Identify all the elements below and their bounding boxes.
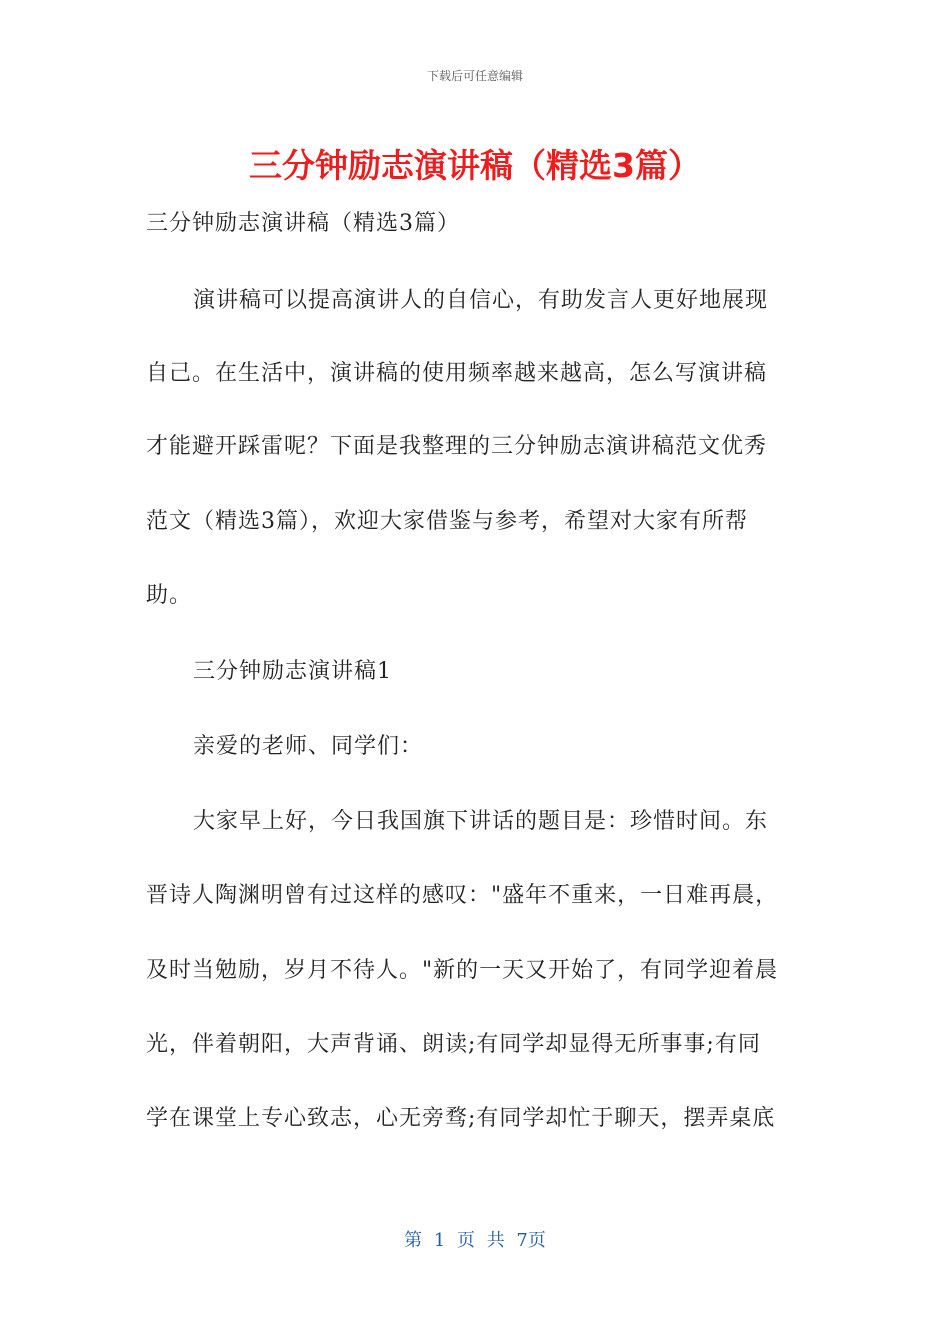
paragraph-line: 大家早上好，今日我国旗下讲话的题目是：珍惜时间。东 <box>193 809 769 834</box>
section-heading: 三分钟励志演讲稿1 <box>193 659 392 684</box>
salutation-line: 亲爱的老师、同学们： <box>193 734 424 759</box>
paragraph-line: 及时当勉励，岁月不待人。"新的一天又开始了，有同学迎着晨 <box>146 958 779 983</box>
document-title: 三分钟励志演讲稿（精选3篇） <box>249 146 701 185</box>
page-footer: 第 1 页 共 7页 <box>404 1230 546 1251</box>
paragraph-line: 自己。在生活中，演讲稿的使用频率越来越高，怎么写演讲稿 <box>146 361 768 386</box>
paragraph-line: 光，伴着朝阳，大声背诵、朗读;有同学却显得无所事事;有同 <box>146 1032 761 1057</box>
paragraph-line: 演讲稿可以提高演讲人的自信心，有助发言人更好地展现 <box>193 288 769 313</box>
subtitle-line: 三分钟励志演讲稿（精选3篇） <box>146 211 460 236</box>
paragraph-line: 助。 <box>146 583 193 608</box>
paragraph-line: 范文（精选3篇），欢迎大家借鉴与参考，希望对大家有所帮 <box>146 509 748 534</box>
paragraph-line: 学在课堂上专心致志，心无旁骛;有同学却忙于聊天，摆弄桌底 <box>146 1106 776 1131</box>
paragraph-line: 才能避开踩雷呢？下面是我整理的三分钟励志演讲稿范文优秀 <box>146 434 768 459</box>
header-note: 下载后可任意编辑 <box>426 69 523 83</box>
paragraph-line: 晋诗人陶渊明曾有过这样的感叹："盛年不重来，一日难再晨， <box>146 883 779 908</box>
